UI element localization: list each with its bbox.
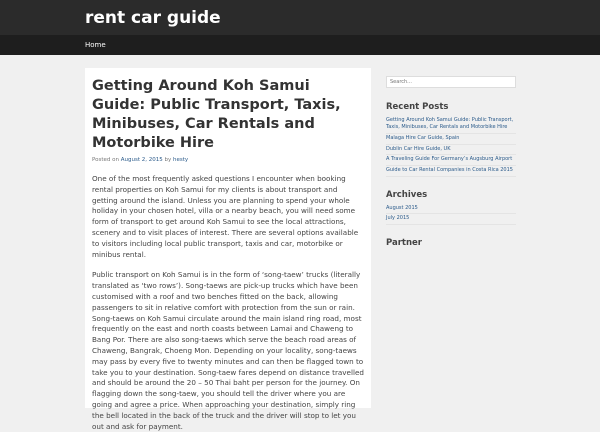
recent-posts-title: Recent Posts (386, 102, 449, 112)
recent-posts-widget (386, 102, 516, 177)
main-navigation (0, 35, 600, 55)
site-title-link[interactable]: rent car guide (85, 8, 221, 28)
post-paragraph: One of the most frequently asked questions I encounter when booking rental properties on Koh Samui for my clients is about transport and getting around the island. Unless you are planning to spend your whole holiday in your chosen hotel, villa or a nearby beach, you will need some form of transport to get around Koh Samui to see the local attractions, scenery and to visit places of interest. There are several options available to visitors including local public transport, taxis and car, motorbike or minibus rental. (92, 174, 359, 259)
posted-on-label: Posted on (92, 157, 119, 163)
list-item (386, 145, 516, 156)
recent-post-link[interactable]: Getting Around Koh Samui Guide: Public Transport, Taxis, Minibuses, Car Rentals and Motorbike Hire (386, 117, 514, 131)
recent-posts-list (386, 116, 516, 177)
post-date-link[interactable]: August 2, 2015 (120, 157, 163, 163)
recent-post-link[interactable]: Guide to Car Rental Companies in Costa Rica 2015 (386, 167, 513, 174)
post-title: Getting Around Koh Samui Guide: Public Transport, Taxis, Minibuses, Car Rentals and Motorbike Hire (92, 78, 341, 151)
partner-title: Partner (386, 238, 423, 249)
partner-widget (386, 238, 516, 248)
post-meta (92, 157, 364, 163)
archive-link[interactable]: August 2015 (386, 204, 418, 211)
post-author-link[interactable]: hesty (172, 157, 189, 163)
list-item (386, 204, 516, 215)
nav-item-home[interactable]: Home (85, 41, 106, 49)
recent-post-link[interactable]: A Traveling Guide For Germany’s Augsburg Airport (386, 156, 513, 163)
search-input[interactable] (386, 76, 516, 88)
recent-post-link[interactable]: Dublin Car Hire Guide, UK (386, 145, 451, 152)
post-paragraph: Public transport on Koh Samui is in the form of ‘song-taew’ trucks (literally translated as ‘two rows’). Song-taews are pick-up trucks which have been customised with a roof and two benches fitted on the back, allowing passengers to sit in relative comfort with protection from the sun or rain. Song-taews on Koh Samui circulate around the main island ring road, most frequently on the east and north coasts between Lamai and Chaweng to Bang Por. There are also song-taews which serve the beach road areas of Chaweng, Bangrak, Choeng Mon. Depending on your locality, song-taews may pass by every five to twenty minutes and can then be flagged town to take you to your destination. Song-taew fares depend on distance travelled and should be around the 20 – 50 Thai baht per person for the journey. On flagging down the song-taew, you should tell the driver where you are going and agree a price. When approaching your destination, simply ring the bell located in the back of the truck and the driver will stop to let you out and ask for payment. (92, 270, 364, 431)
list-item (386, 116, 516, 134)
main-content (85, 68, 371, 431)
post-body (92, 174, 364, 432)
recent-post-link[interactable]: Malaga Hire Car Guide, Spain (386, 134, 460, 141)
list-item (386, 166, 516, 177)
archives-widget (386, 190, 516, 225)
list-item (386, 134, 516, 145)
site-header (0, 0, 600, 55)
list-item (386, 155, 516, 166)
by-label: by (164, 157, 172, 163)
archive-link[interactable]: July 2015 (386, 215, 410, 222)
archives-list (386, 204, 516, 225)
archives-title: Archives (386, 189, 428, 200)
list-item (386, 214, 516, 225)
sidebar (386, 68, 516, 252)
